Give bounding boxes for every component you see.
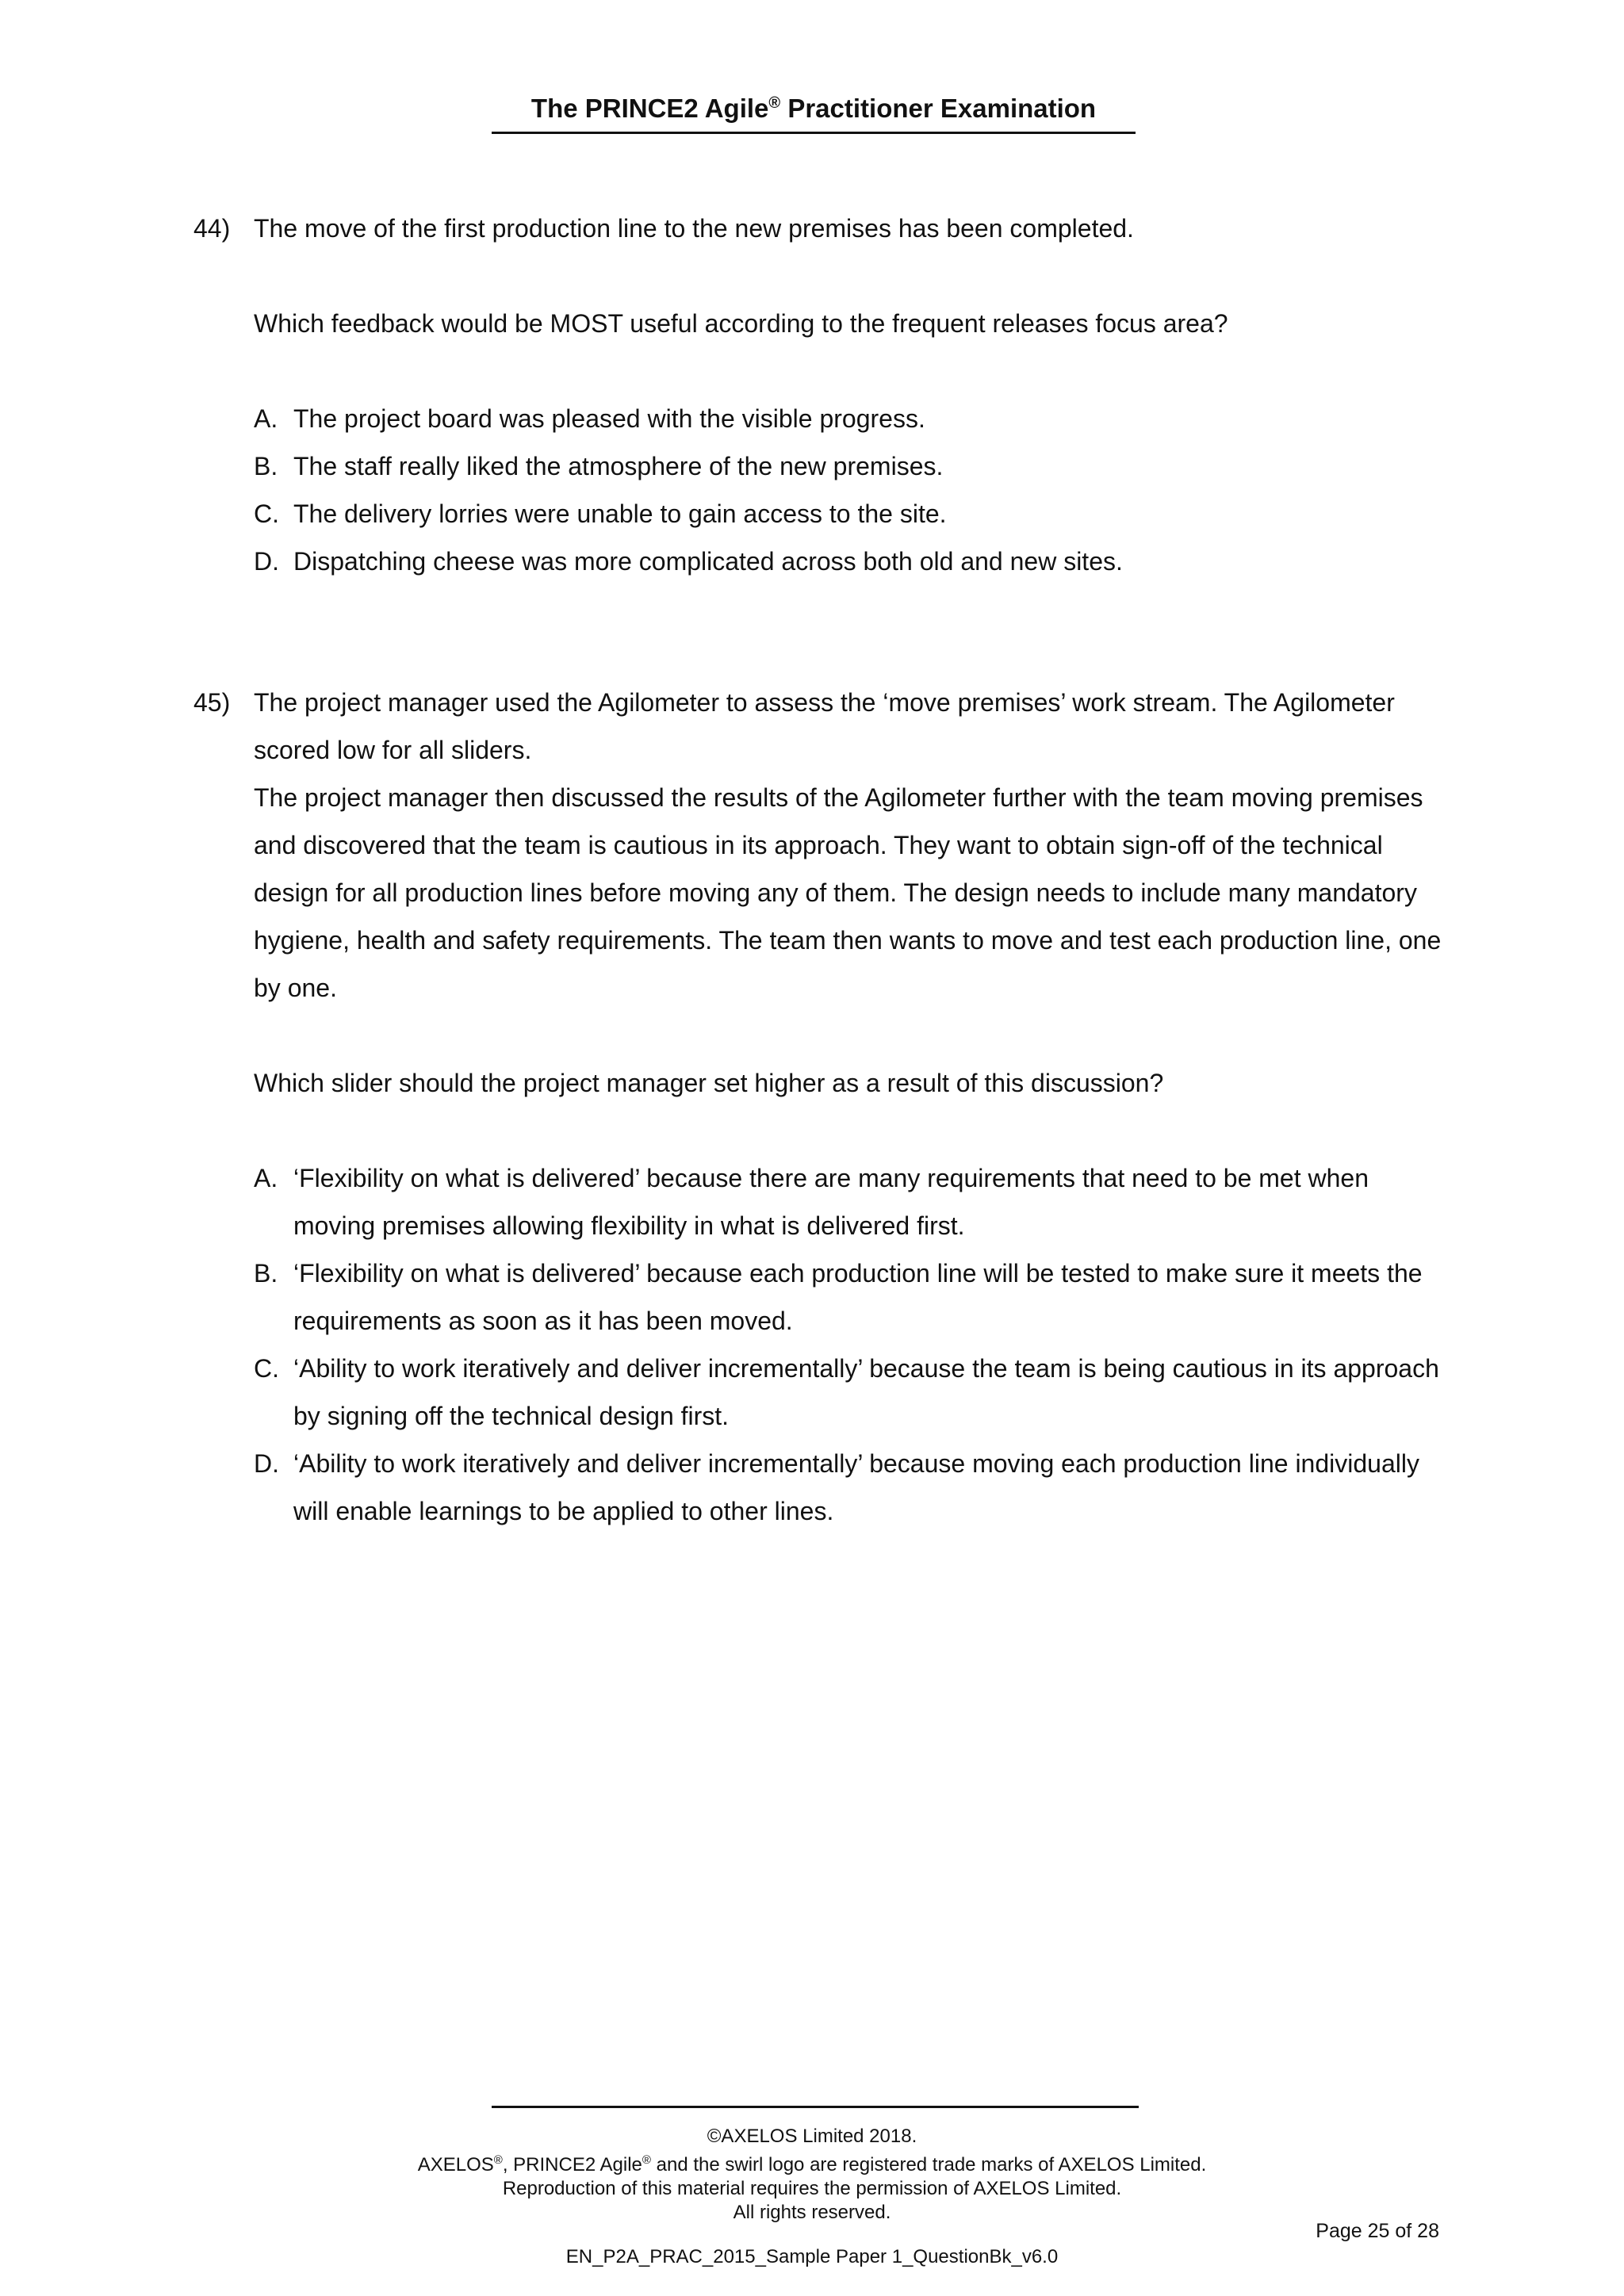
answer-option-d: [254, 1440, 1446, 1535]
answer-option-b: [254, 1249, 1446, 1345]
footer-trademark: [0, 2149, 1624, 2177]
footer-divider: [492, 2106, 1139, 2108]
question-stem: The project manager then discussed the results of the Agilometer further with the team moving premises and discovered that the team is cautious in its approach. They want to obtain sign-off of the technical design for all production lines before moving any of them. The design needs to include many mandatory hygiene, health and safety requirements. The team then wants to move and test each production line, one by one.: [254, 783, 1442, 1002]
option-letter: D.: [254, 1449, 279, 1478]
question-44: [193, 205, 1446, 585]
answer-option-c: [254, 1345, 1446, 1440]
option-letter: D.: [254, 547, 279, 576]
question-number: 45): [193, 688, 231, 717]
footer-trademark-text: , PRINCE2 Agile: [502, 2154, 642, 2175]
option-letter: A.: [254, 404, 278, 433]
answer-option-d: [254, 538, 1446, 585]
question-number: 44): [193, 214, 231, 243]
question-prompt: Which slider should the project manager set higher as a result of this discussion?: [254, 1069, 1164, 1097]
registered-mark: ®: [768, 94, 781, 112]
option-text: The project board was pleased with the visible progress.: [293, 404, 925, 433]
footer-copyright: ©AXELOS Limited 2018.: [707, 2126, 917, 2147]
question-stem: The move of the first production line to the new premises has been completed.: [254, 214, 1134, 243]
option-text: ‘Flexibility on what is delivered’ because each production line will be tested to make sure it meets the requirements as soon as it has been moved.: [293, 1259, 1423, 1335]
answer-option-a: [254, 395, 1446, 442]
page-header: [492, 94, 1136, 134]
question-body: [254, 205, 1446, 585]
answer-option-b: [254, 442, 1446, 490]
page-footer: [0, 2125, 1624, 2225]
registered-mark: ®: [493, 2153, 503, 2167]
header-title-part1: The PRINCE2 Agile: [530, 94, 769, 123]
option-letter: B.: [254, 452, 278, 480]
option-letter: C.: [254, 1354, 279, 1383]
document-code: EN_P2A_PRAC_2015_Sample Paper 1_QuestionBk_v6.0: [565, 2246, 1059, 2267]
option-text: The staff really liked the atmosphere of the new premises.: [293, 452, 944, 480]
footer-rights: All rights reserved.: [733, 2202, 891, 2223]
option-text: ‘Flexibility on what is delivered’ because there are many requirements that need to be met when moving premises allowing flexibility in what is delivered first.: [293, 1164, 1369, 1240]
question-prompt: Which feedback would be MOST useful according to the frequent releases focus area?: [254, 309, 1228, 338]
option-text: Dispatching cheese was more complicated across both old and new sites.: [293, 547, 1123, 576]
option-text: The delivery lorries were unable to gain access to the site.: [293, 499, 947, 528]
footer-reproduction: Reproduction of this material requires the permission of AXELOS Limited.: [502, 2178, 1122, 2199]
option-letter: C.: [254, 499, 279, 528]
registered-mark: ®: [642, 2153, 651, 2167]
answer-option-a: [254, 1154, 1446, 1249]
option-letter: B.: [254, 1259, 278, 1288]
question-45: [193, 679, 1446, 1535]
question-body: [254, 679, 1446, 1535]
option-letter: A.: [254, 1164, 278, 1192]
page-number: Page 25 of 28: [1316, 2220, 1439, 2242]
question-stem: The project manager used the Agilometer to assess the ‘move premises’ work stream. The Agilometer scored low for all sliders.: [254, 688, 1395, 764]
option-text: ‘Ability to work iteratively and deliver incrementally’ because the team is being cautious in its approach by signing off the technical design first.: [293, 1354, 1439, 1430]
answer-option-c: [254, 490, 1446, 538]
option-text: ‘Ability to work iteratively and deliver incrementally’ because moving each production line individually will enable learnings to be applied to other lines.: [293, 1449, 1419, 1525]
footer-trademark-text: and the swirl logo are registered trade marks of AXELOS Limited.: [650, 2154, 1207, 2175]
header-title-part2: Practitioner Examination: [780, 94, 1097, 123]
footer-trademark-text: AXELOS: [417, 2154, 494, 2175]
